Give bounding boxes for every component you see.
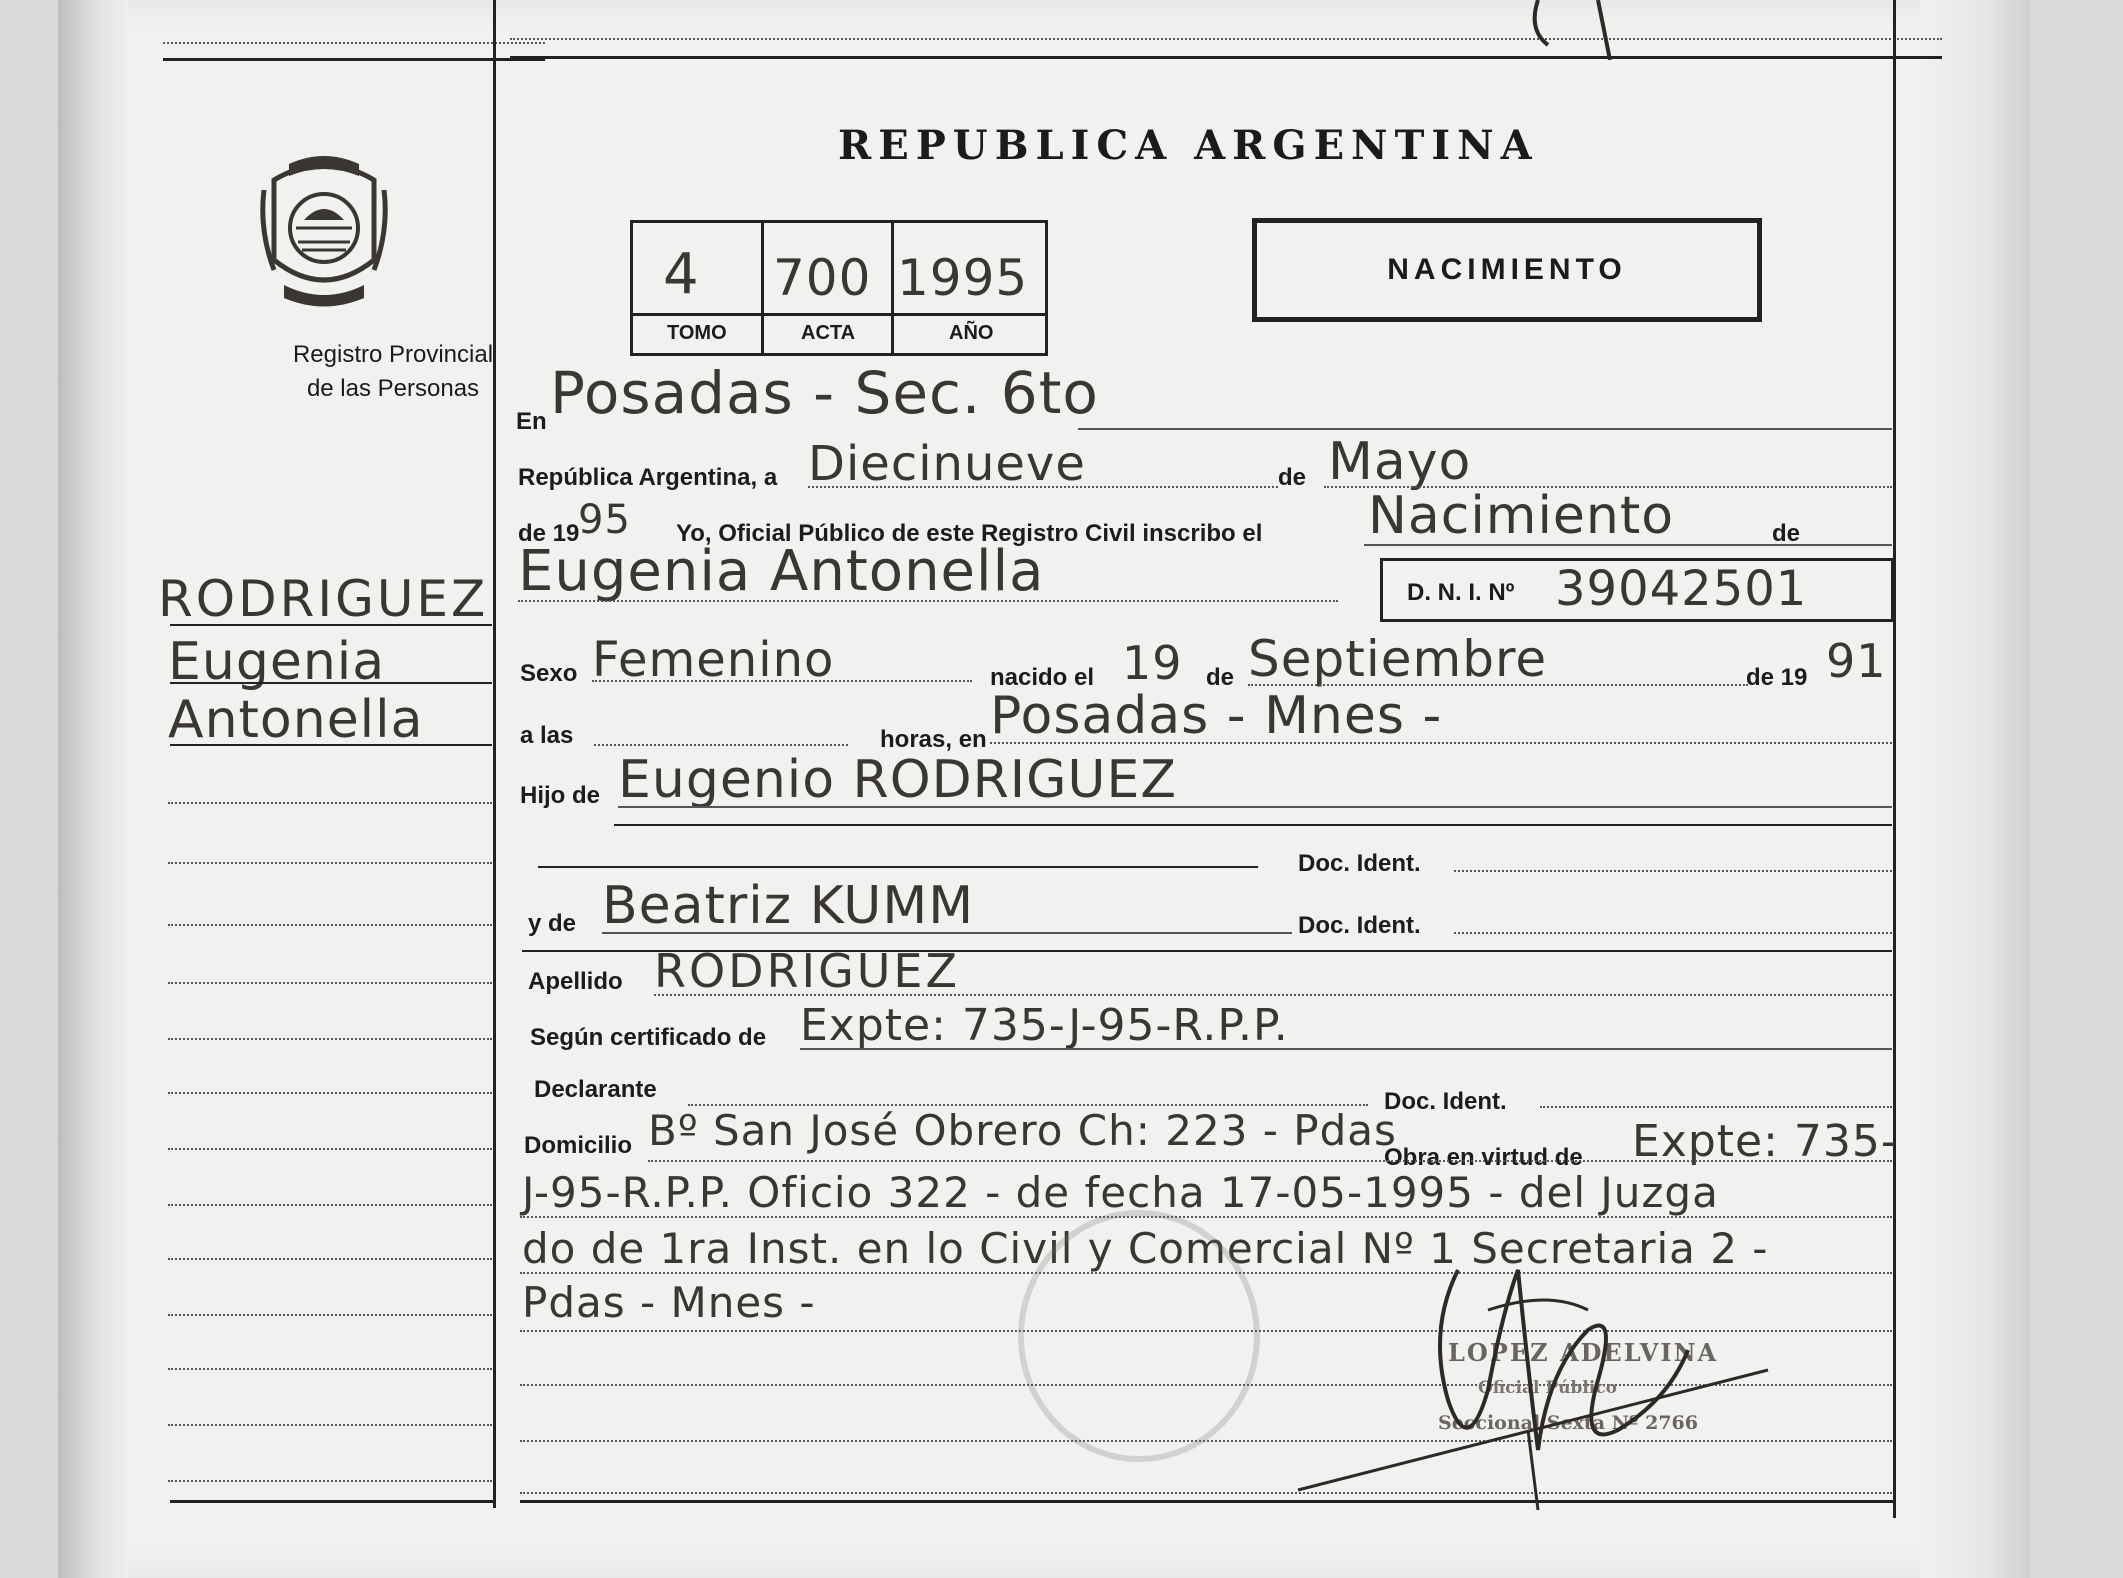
sexo-label: Sexo [520,660,578,687]
ano-value: 1995 [897,249,1029,307]
signature-icon [1288,1250,1828,1550]
note-line-1: J-95-R.P.P. Oficio 322 - de fecha 17-05-1995 - del Juzga [522,1168,1719,1217]
registration-type-value: Nacimiento [1368,486,1675,546]
round-stamp-icon [1018,1210,1260,1462]
note-line-2: do de 1ra Inst. en lo Civil y Comercial Nº 1 Secretaria 2 - [522,1224,1769,1273]
tomo-label: TOMO [667,322,727,344]
month-value: Mayo [1328,432,1472,492]
domicilio-value: Bº San José Obrero Ch: 223 - Pdas [648,1106,1397,1155]
top-rule-left [163,58,545,61]
margin-given-name-1: Eugenia [168,632,386,692]
obra-value: Expte: 735- [1632,1116,1898,1167]
year-prefix: de 19 [518,520,580,547]
registry-name-line1: Registro Provincial [292,341,494,368]
sexo-value: Femenino [592,632,835,688]
top-dots-right [510,38,1942,40]
official-stamp-name: LOPEZ ADELVINA [1448,1338,1719,1367]
domicilio-label: Domicilio [524,1132,633,1159]
mother-doc-ident-label: Doc. Ident. [1298,912,1421,939]
de-label-1: de [1278,464,1307,491]
hijo-label: Hijo de [520,782,601,809]
note-line-3: Pdas - Mnes - [522,1278,816,1327]
republica-label: República Argentina, a [518,464,778,491]
top-dots-left [163,42,545,44]
day-value: Diecinueve [808,436,1086,492]
official-stamp-sector: Seccional Sexta Nº 2766 [1438,1412,1698,1434]
de-label-3: de [1206,664,1235,691]
birth-year-value: 91 [1826,634,1887,688]
en-label: En [516,408,547,435]
dni-label: D. N. I. Nº [1407,579,1515,606]
nacido-label: nacido el [990,664,1095,691]
left-frame-line [493,0,496,1508]
top-signature-icon [1518,0,1678,60]
birth-year-prefix: de 19 [1746,664,1808,691]
apellido-label: Apellido [528,968,623,995]
registered-name-value: Eugenia Antonella [518,539,1045,604]
a-las-label: a las [520,722,574,749]
page-edge [1920,0,2030,1578]
registry-name-line2: de las Personas [306,375,480,402]
margin-surname: RODRIGUEZ [158,570,489,628]
horas-label: horas, en [880,726,987,753]
margin-given-name-2: Antonella [168,690,424,750]
de-label-2: de [1772,520,1801,547]
binding-shadow [58,0,128,1578]
segun-label: Según certificado de [530,1024,767,1051]
dni-value: 39042501 [1555,561,1808,617]
registry-name [218,338,568,406]
place-value: Posadas - Sec. 6to [550,359,1099,427]
obra-label: Obra en virtud de [1384,1144,1583,1171]
birth-month-value: Septiembre [1248,630,1548,688]
page-title: REPUBLICA ARGENTINA [838,122,1539,169]
official-stamp-role: Oficial Público [1478,1378,1618,1398]
acta-label: ACTA [801,322,856,344]
act-type-box: NACIMIENTO [1252,218,1762,322]
acta-value: 700 [773,249,872,307]
mother-value: Beatriz KUMM [602,876,975,936]
apellido-value: RODRIGUEZ [654,944,961,998]
y-de-label: y de [528,910,577,937]
province-seal-icon [254,150,394,308]
certificate-value: Expte: 735-J-95-R.P.P. [800,1000,1289,1051]
dni-box [1380,558,1894,622]
right-frame-line [1893,0,1896,1518]
document-page [58,0,2030,1578]
yo-text: Yo, Oficial Público de este Registro Civil inscribo el [676,520,1263,547]
declarante-doc-ident-label: Doc. Ident. [1384,1088,1507,1115]
year-value: 95 [578,497,631,543]
father-value: Eugenio RODRIGUEZ [618,750,1177,810]
declarante-label: Declarante [534,1076,657,1103]
ano-label: AÑO [949,322,994,344]
birth-day-value: 19 [1122,636,1183,690]
top-rule-right [510,56,1942,59]
bottom-rule-left [170,1500,494,1503]
tomo-value: 4 [663,242,700,307]
birth-place-value: Posadas - Mnes - [990,686,1443,746]
record-box [630,220,1048,356]
father-doc-ident-label: Doc. Ident. [1298,850,1421,877]
